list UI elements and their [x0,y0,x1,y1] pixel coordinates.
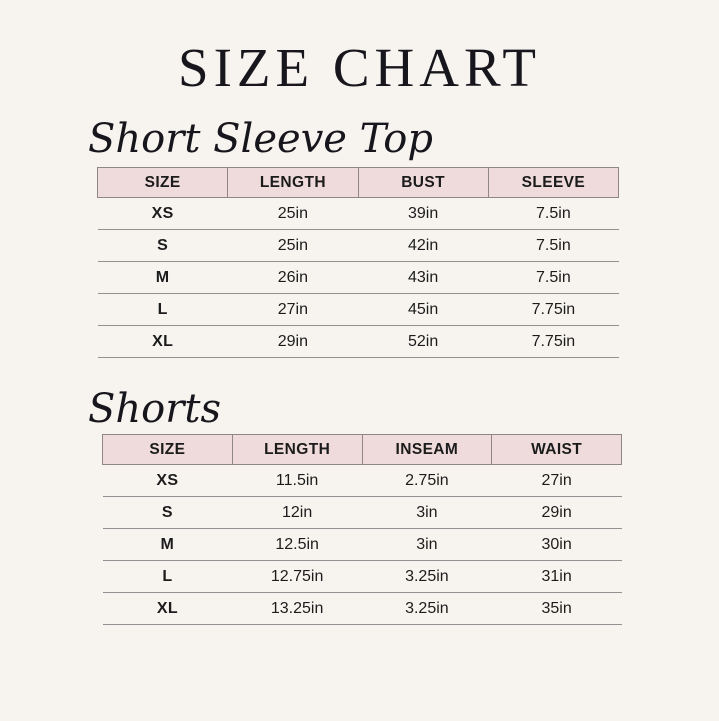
table-row [98,294,619,326]
length-cell: 12.5in [232,529,362,561]
column-header-size: SIZE [103,435,233,465]
section-heading-short-sleeve-top: Short Sleeve Top [88,116,433,162]
sleeve-cell: 7.5in [488,198,618,230]
column-header-waist: WAIST [492,435,622,465]
sleeve-cell: 7.5in [488,230,618,262]
table-body [103,465,622,625]
length-cell: 25in [228,230,358,262]
table-header-row [103,435,622,465]
length-cell: 13.25in [232,593,362,625]
section-heading-shorts: Shorts [88,386,221,432]
table-row [98,326,619,358]
size-cell: M [103,529,233,561]
table-header-row [98,168,619,198]
table-row [103,529,622,561]
size-cell: M [98,262,228,294]
length-cell: 12in [232,497,362,529]
header-row [103,435,622,465]
size-cell: L [103,561,233,593]
size-cell: L [98,294,228,326]
waist-cell: 29in [492,497,622,529]
length-cell: 12.75in [232,561,362,593]
header-row [98,168,619,198]
bust-cell: 45in [358,294,488,326]
short-sleeve-top-table [97,167,619,358]
length-cell: 29in [228,326,358,358]
inseam-cell: 2.75in [362,465,492,497]
table-row [98,198,619,230]
table-row [98,262,619,294]
size-cell: XS [103,465,233,497]
table-row [103,593,622,625]
size-cell: S [98,230,228,262]
size-cell: XS [98,198,228,230]
waist-cell: 31in [492,561,622,593]
inseam-cell: 3in [362,497,492,529]
waist-cell: 27in [492,465,622,497]
sleeve-cell: 7.75in [488,294,618,326]
length-cell: 11.5in [232,465,362,497]
inseam-cell: 3in [362,529,492,561]
sleeve-cell: 7.75in [488,326,618,358]
table-row [103,561,622,593]
table-row [103,497,622,529]
column-header-bust: BUST [358,168,488,198]
bust-cell: 42in [358,230,488,262]
waist-cell: 35in [492,593,622,625]
bust-cell: 52in [358,326,488,358]
length-cell: 25in [228,198,358,230]
size-cell: XL [103,593,233,625]
length-cell: 27in [228,294,358,326]
column-header-length: LENGTH [228,168,358,198]
sleeve-cell: 7.5in [488,262,618,294]
table-row [98,230,619,262]
waist-cell: 30in [492,529,622,561]
table-body [98,198,619,358]
column-header-size: SIZE [98,168,228,198]
column-header-inseam: INSEAM [362,435,492,465]
bust-cell: 43in [358,262,488,294]
size-cell: XL [98,326,228,358]
bust-cell: 39in [358,198,488,230]
length-cell: 26in [228,262,358,294]
inseam-cell: 3.25in [362,593,492,625]
column-header-length: LENGTH [232,435,362,465]
column-header-sleeve: SLEEVE [488,168,618,198]
page-title: SIZE CHART [178,37,541,98]
shorts-table [102,434,622,625]
table-row [103,465,622,497]
inseam-cell: 3.25in [362,561,492,593]
size-cell: S [103,497,233,529]
